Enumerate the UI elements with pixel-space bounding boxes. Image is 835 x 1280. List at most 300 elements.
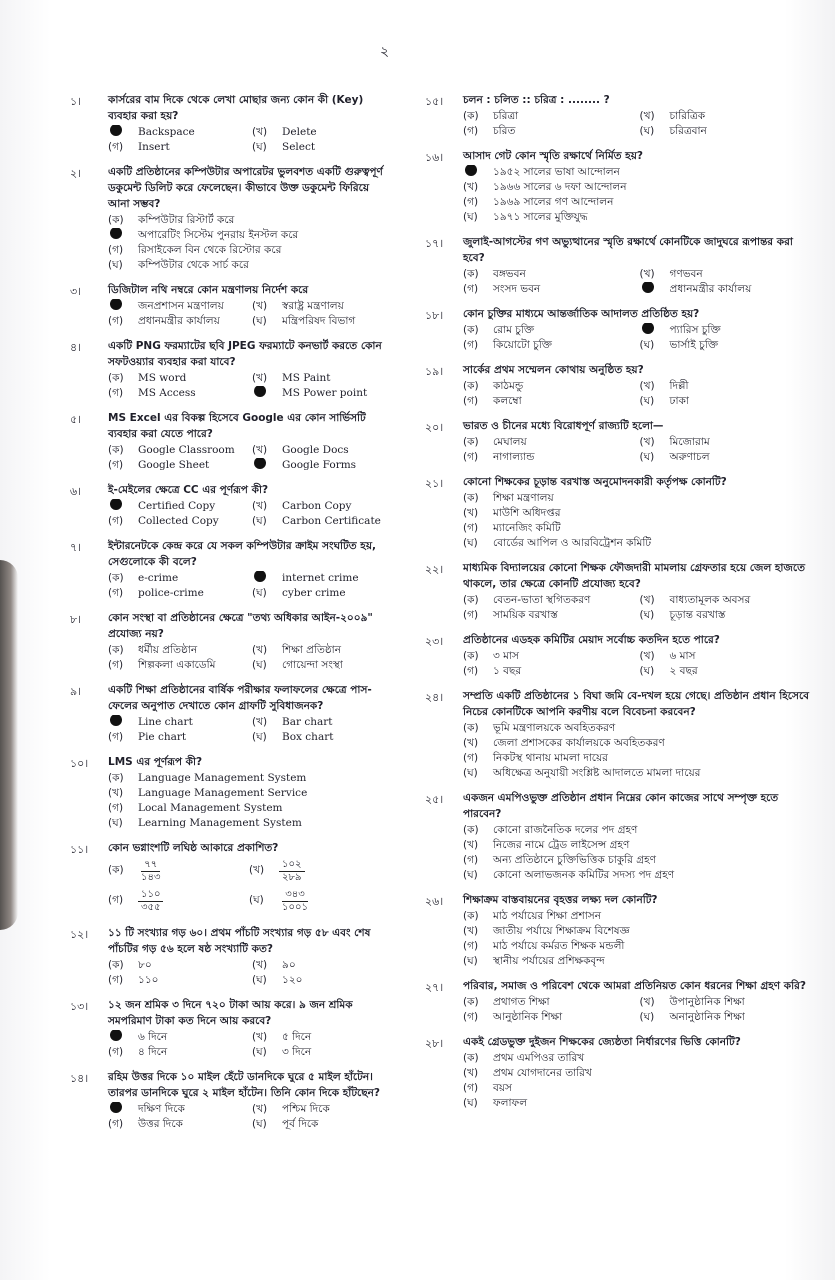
answer-option (108, 458, 246, 473)
answer-option (252, 571, 390, 586)
option-text: Pie chart (138, 731, 187, 743)
answer-option (463, 909, 810, 924)
question-text: আসাদ গেট কোন স্মৃতি রক্ষার্থে নির্মিত হয়? (463, 150, 643, 162)
answer-option (463, 165, 810, 180)
answer-option (108, 499, 246, 514)
left-column (70, 92, 390, 1141)
option-label: (খ) (252, 300, 268, 312)
answer-option (640, 593, 811, 608)
option-text: ৫ দিনে (282, 1031, 312, 1043)
option-text: Google Forms (282, 459, 357, 471)
options (463, 995, 810, 1025)
question (70, 754, 390, 831)
option-text: মাঠ পর্যায়ের শিক্ষা প্রশাসন (493, 910, 601, 922)
option-text: Collected Copy (138, 515, 219, 527)
answer-option (463, 506, 810, 521)
option-text: ভূমি মন্ত্রণালয়কে অবহিতকরণ (493, 722, 616, 734)
option-text: Backspace (138, 126, 195, 138)
question-text: শিক্ষাক্রম বাস্তবায়নের বৃহত্তর লক্ষ্য দল কোনটি? (463, 894, 658, 906)
answer-option (252, 1117, 390, 1132)
filled-answer-bubble (108, 715, 138, 730)
answer-option (463, 536, 810, 551)
options (108, 443, 390, 473)
question-number: ৩। (70, 285, 82, 298)
question-text: সার্কের প্রথম সম্মেলন কোথায় অনুষ্ঠিত হয়? (463, 364, 644, 376)
option-text: Language Management Service (138, 787, 308, 799)
option-label: (খ) (463, 839, 479, 851)
page-number: ২ (380, 44, 390, 60)
filled-answer-bubble (463, 165, 493, 180)
options (463, 909, 810, 969)
filled-answer-bubble (640, 323, 670, 338)
option-text: চরিত (493, 125, 516, 137)
option-label: (ঘ) (252, 141, 267, 153)
option-label: (গ) (463, 395, 479, 407)
answer-option (463, 939, 810, 954)
option-label: (গ) (463, 1082, 479, 1094)
option-label: (গ) (108, 587, 124, 599)
question-text: একটি প্রতিষ্ঠানের কম্পিউটার অপারেটর ভুলবশত একটি গুরুত্বপূর্ণ ডকুমেন্ট ডিলিট করে ফেলেছেন। কীভাবে উক্ত ডকুমেন্ট ফিরিয়ে আনা সম্ভব? (108, 166, 383, 210)
answer-option (463, 838, 810, 853)
question (425, 790, 810, 883)
answer-option (640, 282, 811, 297)
answer-option (463, 924, 810, 939)
option-text: Google Docs (282, 444, 349, 456)
option-label: (খ) (463, 1067, 479, 1079)
question-text: LMS এর পূর্ণরূপ কী? (108, 756, 203, 768)
question (70, 282, 390, 329)
option-text: police-crime (138, 587, 204, 599)
answer-option (108, 771, 390, 786)
question-text: পরিবার, সমাজ ও পরিবেশ থেকে আমরা প্রতিনিয়ত কোন ধরনের শিক্ষা গ্রহণ করি? (463, 980, 807, 992)
filled-answer-bubble (252, 458, 282, 473)
answer-option (252, 715, 390, 730)
options (108, 958, 390, 988)
question (70, 682, 390, 745)
fraction (279, 859, 305, 884)
option-label: (ক) (463, 1052, 479, 1064)
answer-option (463, 608, 634, 623)
option-label: (ক) (108, 772, 124, 784)
option-label: (খ) (252, 1031, 268, 1043)
answer-option (463, 379, 634, 394)
option-label: (গ) (108, 244, 124, 256)
answer-option (463, 823, 810, 838)
option-label: (ঘ) (252, 515, 267, 527)
option-label: (ক) (108, 444, 124, 456)
option-label: (ক) (463, 824, 479, 836)
answer-option (640, 450, 811, 465)
option-label: (ঘ) (252, 1046, 267, 1058)
answer-option (463, 766, 810, 781)
answer-option (463, 1010, 634, 1025)
question-number: ২৮। (425, 1037, 444, 1050)
option-label: (খ) (639, 650, 655, 662)
question-number: ৭। (70, 541, 82, 554)
option-label: (গ) (108, 1118, 124, 1130)
option-label: (ক) (463, 324, 479, 336)
option-text: জেলা প্রশাসকের কার্যালয়কে অবহিতকরণ (493, 737, 665, 749)
option-label: (গ) (108, 659, 124, 671)
option-text: Bar chart (282, 716, 333, 728)
answer-option (108, 314, 246, 329)
question-number: ৬। (70, 485, 82, 498)
answer-option (252, 1030, 390, 1045)
filled-answer-bubble (640, 282, 670, 297)
answer-option (463, 323, 634, 338)
answer-option (463, 664, 634, 679)
options (463, 435, 810, 465)
option-text: অপারেটিং সিস্টেম পুনরায় ইনস্টল করে (138, 229, 299, 241)
question (70, 925, 390, 988)
question (425, 560, 810, 623)
option-label: (ঘ) (463, 1097, 478, 1109)
option-label: (গ) (108, 1046, 124, 1058)
option-text: বয়স (493, 1082, 512, 1094)
filled-answer-bubble (108, 228, 138, 243)
answer-option (463, 267, 634, 282)
option-text: ৯০ (282, 959, 296, 971)
options (463, 109, 810, 139)
answer-option (463, 109, 634, 124)
option-text: কম্পিউটার থেকে সার্চ করে (138, 259, 249, 271)
option-text: ৮০ (138, 959, 152, 971)
option-text: ভার্সাই চুক্তি (669, 339, 719, 351)
option-label: (গ) (463, 451, 479, 463)
option-label: (ঘ) (639, 451, 655, 463)
option-text: কিয়োটো চুক্তি (493, 339, 552, 351)
fraction (138, 889, 163, 914)
question-number: ১৮। (425, 309, 444, 322)
option-label: (খ) (463, 181, 479, 193)
option-label: (খ) (252, 716, 268, 728)
question (70, 997, 390, 1060)
question-number: ৪। (70, 341, 82, 354)
option-label: (ঘ) (252, 1118, 267, 1130)
question-text: চলন : চলিত :: চরিত্র : ........ ? (463, 94, 610, 106)
option-text: ১৯৬৬ সালের ৬ দফা আন্দোলন (493, 181, 627, 193)
option-text: ৩ মাস (493, 650, 519, 662)
option-text: চারিত্রিক (669, 110, 706, 122)
question-number: ১২। (70, 928, 89, 941)
option-label: (খ) (252, 644, 268, 656)
answer-option (252, 586, 390, 601)
option-label: (ঘ) (108, 259, 123, 271)
question-number: ১৪। (70, 1072, 89, 1085)
answer-option (463, 394, 634, 409)
answer-option (108, 1102, 246, 1117)
option-text: Language Management System (138, 772, 307, 784)
question (425, 978, 810, 1025)
question (70, 1069, 390, 1132)
answer-option (463, 180, 810, 195)
answer-option (252, 499, 390, 514)
option-text: কলম্বো (493, 395, 522, 407)
question (70, 92, 390, 155)
option-text: Delete (282, 126, 317, 138)
filled-answer-bubble (252, 386, 282, 401)
option-label: (ঘ) (463, 767, 478, 779)
answer-option (252, 314, 390, 329)
question (425, 418, 810, 465)
option-text: ৪ দিনে (138, 1046, 168, 1058)
question-number: ১৯। (425, 365, 444, 378)
option-label: (গ) (463, 522, 479, 534)
option-label: (গ) (463, 1011, 479, 1023)
answer-option (252, 371, 390, 386)
question-text: একটি শিক্ষা প্রতিষ্ঠানের বার্ষিক পরীক্ষার ফলাফলের ক্ষেত্রে পাস-ফেলের অনুপাত দেখাতে কোন গ্রাফটি সুবিধাজনক? (108, 684, 372, 712)
question-text: একটি PNG ফরম্যাটের ছবি JPEG ফরম্যাটে কনভার্ট করতে কোন সফটওয়্যার ব্যবহার করা যাবে? (108, 340, 382, 368)
option-text: প্রথম যোগদানের তারিখ (493, 1067, 592, 1079)
right-column (425, 92, 810, 1120)
answer-option (108, 715, 246, 730)
fraction-numerator: ১১০ (138, 889, 163, 902)
question (70, 410, 390, 473)
option-label: (গ) (463, 125, 479, 137)
option-label: (খ) (639, 436, 655, 448)
option-text: Line chart (138, 716, 193, 728)
option-text: শিক্ষা প্রতিষ্ঠান (282, 644, 341, 656)
option-text: ফলাফল (493, 1097, 528, 1109)
options (108, 299, 390, 329)
option-label: (ক) (108, 572, 124, 584)
answer-option (108, 973, 246, 988)
answer-option (640, 323, 811, 338)
option-text: কম্পিউটার রিস্টার্ট করে (138, 214, 235, 226)
option-text: রিসাইকেল বিন থেকে রিস্টোর করে (138, 244, 282, 256)
option-text: ম্যানেজিং কমিটি (493, 522, 561, 534)
option-text: প্রধানমন্ত্রীর কার্যালয় (138, 315, 220, 327)
option-label: (ঘ) (252, 974, 267, 986)
answer-option (108, 299, 246, 314)
question-text: ই-মেইলের ক্ষেত্রে CC এর পূর্ণরূপ কী? (108, 484, 269, 496)
option-text: শিক্ষা মন্ত্রণালয় (493, 492, 554, 504)
option-text: MS Access (138, 387, 196, 399)
answer-option (640, 995, 811, 1010)
option-label: (গ) (108, 731, 124, 743)
option-text: ৬ দিনে (138, 1031, 168, 1043)
option-label: (গ) (108, 802, 124, 814)
option-text: e-crime (138, 572, 179, 584)
answer-option (640, 608, 811, 623)
answer-option (108, 443, 246, 458)
question (70, 482, 390, 529)
answer-option (108, 643, 246, 658)
option-text: সাময়িক বরখাস্ত (493, 609, 558, 621)
answer-option (108, 371, 246, 386)
option-label: (ঘ) (639, 339, 655, 351)
answer-option (252, 443, 390, 458)
options (108, 1030, 390, 1060)
option-label: (ঘ) (252, 587, 267, 599)
answer-option (640, 649, 811, 664)
option-label: (গ) (463, 854, 479, 866)
answer-option (108, 571, 246, 586)
option-label: (খ) (639, 594, 655, 606)
fraction-option (108, 886, 249, 916)
answer-option (463, 124, 634, 139)
answer-option (252, 299, 390, 314)
question-number: ২১। (425, 477, 444, 490)
question-text: একই গ্রেডভুক্ত দুইজন শিক্ষকের জ্যেষ্ঠতা নির্ধারণের ভিত্তি কোনটি? (463, 1036, 741, 1048)
options (463, 165, 810, 225)
answer-option (640, 435, 811, 450)
question-text: ডিজিটাল নথি নম্বরে কোন মন্ত্রণালয় নির্দেশ করে (108, 284, 309, 296)
answer-option (108, 801, 390, 816)
fraction-numerator: ৭৭ (141, 859, 160, 872)
answer-option (252, 458, 390, 473)
question-number: ২৩। (425, 635, 444, 648)
answer-option (108, 258, 390, 273)
option-text: Google Sheet (138, 459, 210, 471)
option-label: (ক) (463, 650, 479, 662)
option-label: (খ) (639, 268, 655, 280)
fraction-denominator: ১৪৩ (141, 871, 161, 883)
fraction-denominator: ১০০১ (282, 901, 308, 913)
option-text: Learning Management System (138, 817, 302, 829)
option-text: internet crime (282, 572, 359, 584)
option-text: মন্ত্রিপরিষদ বিভাগ (282, 315, 356, 327)
option-label: (ঘ) (463, 211, 478, 223)
option-text: জাতীয় পর্যায়ে শিক্ষাক্রম বিশেষজ্ঞ (493, 925, 630, 937)
option-label: (ঘ) (252, 659, 267, 671)
question (425, 148, 810, 225)
option-text: চরিত্রবান (669, 125, 707, 137)
answer-option (463, 736, 810, 751)
option-text: কাঠমন্ডু (493, 380, 524, 392)
option-text: প্রথম এমপিওর তারিখ (493, 1052, 585, 1064)
option-text: Insert (138, 141, 170, 153)
answer-option (108, 730, 246, 745)
question-text: জুলাই-আগস্টের গণ অভ্যুত্থানের স্মৃতি রক্ষার্থে কোনটিকে জাদুঘরে রূপান্তর করা হবে? (463, 236, 793, 264)
option-label: (ক) (463, 436, 479, 448)
fraction-denominator: ২৮৯ (282, 871, 302, 883)
option-text: প্রধানমন্ত্রীর কার্যালয় (669, 283, 752, 295)
option-text: দক্ষিণ দিকে (138, 1103, 185, 1115)
option-label: (ক) (108, 644, 124, 656)
option-text: কোনো অলাভজনক কমিটির সদস্য পদ গ্রহণ (493, 869, 675, 881)
option-text: নিকটস্থ থানায় মামলা দায়ের (493, 752, 608, 764)
answer-option (108, 1117, 246, 1132)
option-label: (খ) (252, 500, 268, 512)
option-label: (গ) (108, 387, 124, 399)
option-label: (গ) (463, 339, 479, 351)
option-text: কোনো রাজনৈতিক দলের পদ গ্রহণ (493, 824, 638, 836)
answer-option (463, 751, 810, 766)
option-text: ঢাকা (669, 395, 689, 407)
question-number: ১১। (70, 843, 89, 856)
option-label: (ঘ) (639, 609, 655, 621)
answer-option (463, 435, 634, 450)
option-label: (গ) (463, 940, 479, 952)
option-label: (গ) (108, 315, 124, 327)
options (463, 267, 810, 297)
options (108, 125, 390, 155)
option-label: (খ) (463, 925, 479, 937)
option-label: (গ) (108, 141, 124, 153)
options (463, 593, 810, 623)
question (70, 164, 390, 273)
option-label: (ঘ) (639, 665, 655, 677)
option-text: দিল্লী (669, 380, 689, 392)
option-text: Local Management System (138, 802, 283, 814)
question-number: ১। (70, 95, 82, 108)
answer-option (252, 973, 390, 988)
option-text: মাঠ পর্যায়ে কর্মরত শিক্ষক মন্ডলী (493, 940, 625, 952)
answer-option (108, 213, 390, 228)
options (108, 643, 390, 673)
option-label: (খ) (252, 126, 268, 138)
option-text: জনপ্রশাসন মন্ত্রণালয় (138, 300, 224, 312)
answer-option (640, 267, 811, 282)
answer-option (252, 386, 390, 401)
option-text: ১৯৭১ সালের মুক্তিযুদ্ধ (493, 211, 588, 223)
option-text: নিজের নামে ট্রেড লাইসেন্স গ্রহণ (493, 839, 630, 851)
question (425, 306, 810, 353)
option-text: বোর্ডের আপিল ও আরবিট্রেশন কমিটি (493, 537, 652, 549)
answer-option (463, 1081, 810, 1096)
answer-option (252, 140, 390, 155)
option-label: (গ) (463, 665, 479, 677)
answer-option (108, 125, 246, 140)
question-text: ইন্টারনেটকে কেন্দ্র করে যে সকল কম্পিউটার ক্রাইম সংঘটিত হয়, সেগুলোকে কী বলে? (108, 540, 376, 568)
option-label: (ক) (108, 214, 124, 226)
option-label: (খ) (639, 380, 655, 392)
answer-option (252, 658, 390, 673)
option-text: ৬ মাস (669, 650, 696, 662)
filled-answer-bubble (108, 1030, 138, 1045)
options (463, 823, 810, 883)
fraction-option (249, 856, 390, 886)
question-number: ২৫। (425, 793, 444, 806)
answer-option (108, 658, 246, 673)
options (463, 379, 810, 409)
option-text: Carbon Certificate (282, 515, 381, 527)
option-text: চরিত্রা (493, 110, 519, 122)
question (425, 1034, 810, 1111)
question-number: ২৬। (425, 895, 444, 908)
question-text: কোন সংস্থা বা প্রতিষ্ঠানের ক্ষেত্রে "তথ্য অধিকার আইন-২০০৯" প্রযোজ্য নয়? (108, 612, 373, 640)
option-text: উত্তর দিকে (138, 1118, 183, 1130)
option-label: (ক) (463, 492, 479, 504)
option-label: (গ) (108, 893, 124, 906)
filled-answer-bubble (108, 125, 138, 140)
answer-option (640, 109, 811, 124)
option-text: পূর্ব দিকে (282, 1118, 319, 1130)
question (70, 538, 390, 601)
options (108, 1102, 390, 1132)
answer-option (463, 282, 634, 297)
option-text: ১ বছর (493, 665, 522, 677)
option-label: (গ) (463, 283, 479, 295)
option-label: (ক) (108, 959, 124, 971)
option-label: (খ) (639, 110, 655, 122)
option-label: (খ) (252, 372, 268, 384)
options (463, 721, 810, 781)
question-number: ১৭। (425, 237, 444, 250)
question-text: কোনো শিক্ষকের চূড়ান্ত বরখাস্ত অনুমোদনকারী কর্তৃপক্ষ কোনটি? (463, 476, 727, 488)
question-text: MS Excel এর বিকল্প হিসেবে Google এর কোন সার্ভিসটি ব্যবহার করা যেতে পারে? (108, 412, 366, 440)
option-label: (খ) (252, 1103, 268, 1115)
question-text: ১২ জন শ্রমিক ৩ দিনে ৭২০ টাকা আয় করে। ৯ জন শ্রমিক সমপরিমাণ টাকা কত দিনে আয় করবে? (108, 999, 353, 1027)
answer-option (463, 521, 810, 536)
question (425, 234, 810, 297)
option-label: (গ) (108, 459, 124, 471)
option-label: (খ) (108, 787, 124, 799)
option-label: (খ) (252, 959, 268, 971)
option-text: ১২০ (282, 974, 303, 986)
option-label: (ঘ) (252, 731, 267, 743)
